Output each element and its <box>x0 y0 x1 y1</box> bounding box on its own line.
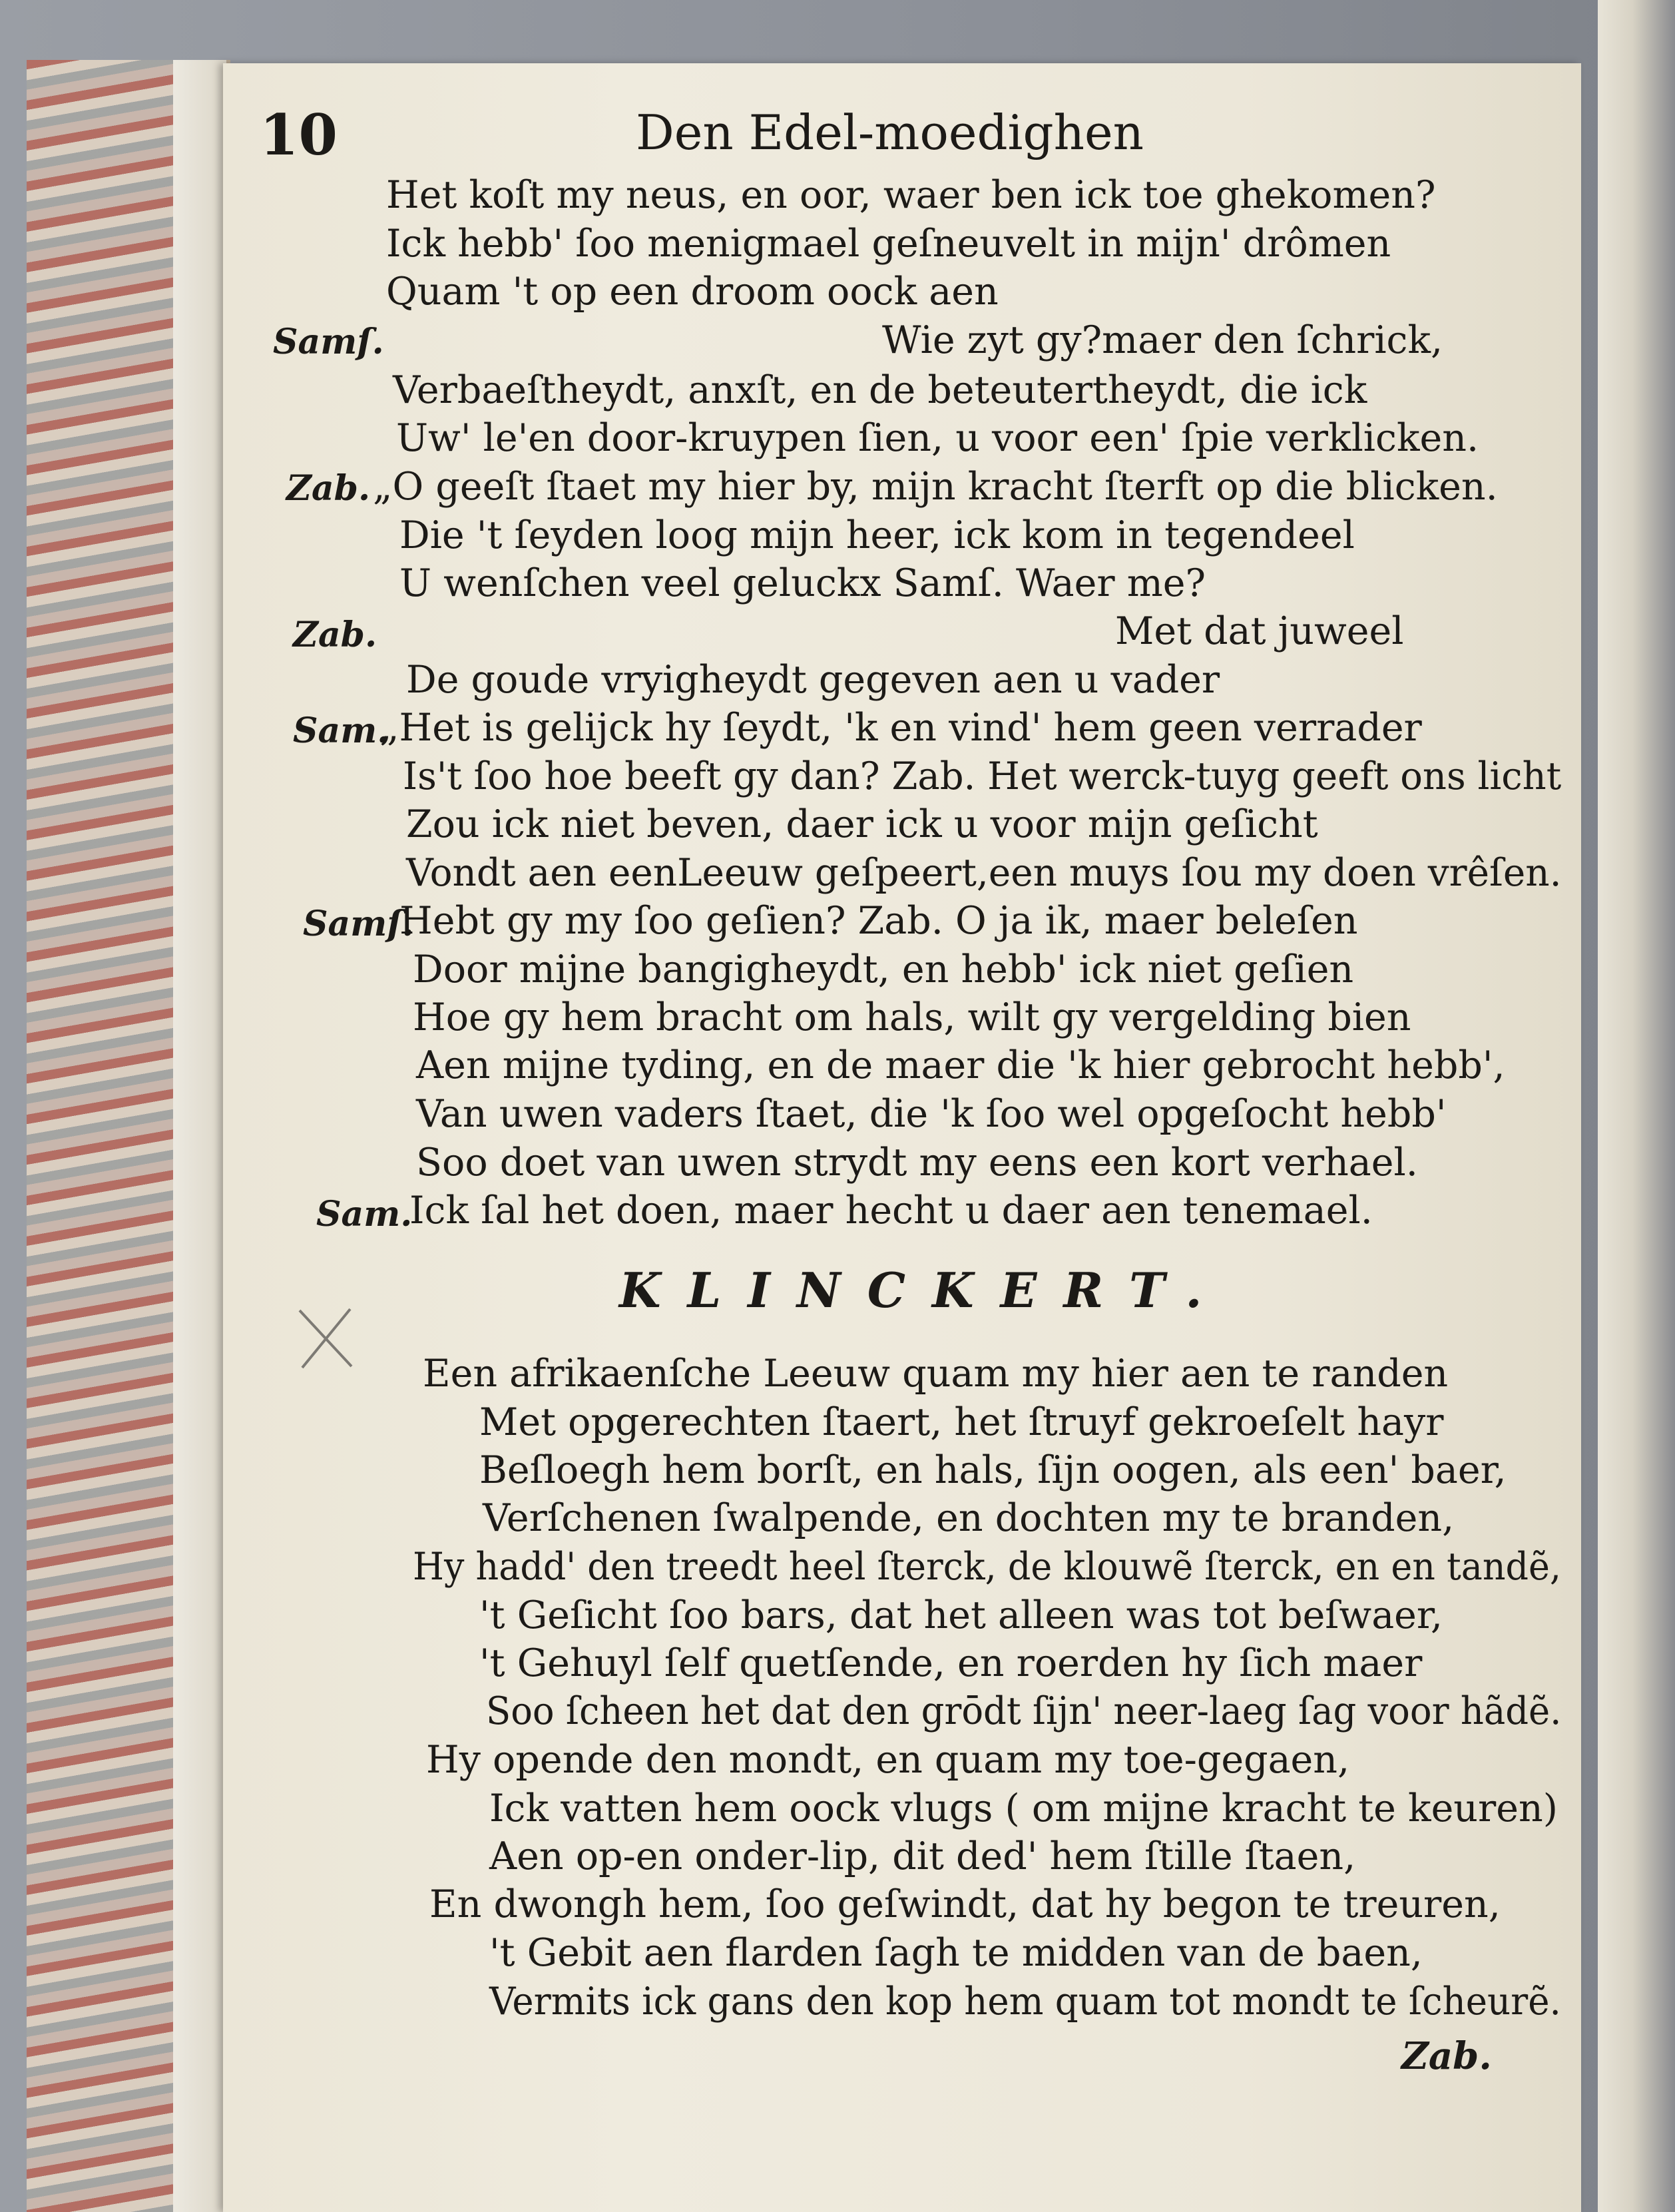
sonnet-line: Met opgerechten ſtaert, het ſtruyf gekroeſelt hayr <box>479 1400 1444 1444</box>
verse-line: „Het is gelijck hy ſeydt, 'k en vind' hem geen verrader <box>379 706 1422 750</box>
sonnet-line: Soo ſcheen het dat den grōdt ſijn' neer-laeg ſag voor hãdẽ. <box>486 1689 1562 1733</box>
verse-line: Wie zyt gy?maer den ſchrick, <box>882 318 1443 362</box>
speaker-label: Sam. <box>293 710 389 751</box>
book-page <box>223 63 1581 2212</box>
verse-line: Ick ſal het doen, maer hecht u daer aen tenemael. <box>409 1189 1373 1233</box>
verse-line: Door mijne bangigheydt, en hebb' ick niet geſien <box>413 948 1354 991</box>
page-number: 10 <box>260 102 338 168</box>
verse-line: Soo doet van uwen strydt my eens een kort verhael. <box>416 1141 1418 1185</box>
verse-line: Verbaeſtheydt, anxſt, en de beteutertheydt, die ick <box>393 368 1367 412</box>
verse-line: Hoe gy hem bracht om hals, wilt gy vergelding bien <box>413 995 1411 1039</box>
sonnet-line: 't Gebit aen flarden ſagh te midden van de baen, <box>489 1931 1423 1975</box>
next-page-edge <box>1598 0 1675 2212</box>
verse-line: U wenſchen veel geluckx Samſ. Waer me? <box>399 561 1206 605</box>
running-head: Den Edel-moedighen <box>636 105 1144 160</box>
sonnet-line: Hy opende den mondt, en quam my toe-gegaen, <box>426 1738 1350 1782</box>
verse-line: Het koſt my neus, en oor, waer ben ick toe ghekomen? <box>386 173 1436 217</box>
sonnet-line: En dwongh hem, ſoo geſwindt, dat hy begon te treuren, <box>429 1882 1501 1926</box>
speaker-label: Zab. <box>293 615 377 655</box>
verse-line: Hebt gy my ſoo geſien? Zab. O ja ik, maer beleſen <box>399 899 1358 943</box>
verse-line: Uw' le'en door-kruypen ſien, u voor een' ſpie verklicken. <box>396 416 1479 460</box>
sonnet-line: Ick vatten hem oock vlugs ( om mijne kracht te keuren) <box>489 1787 1558 1830</box>
speaker-label: Zab. <box>286 468 371 509</box>
sonnet-title: KLINCKERT. <box>619 1262 1229 1318</box>
sonnet-line: Vermits ick gans den kop hem quam tot mondt te ſcheurẽ. <box>489 1980 1561 2024</box>
flyleaf-edge <box>173 60 226 2212</box>
verse-line: Van uwen vaders ſtaet, die 'k ſoo wel opgeſocht hebb' <box>416 1092 1447 1136</box>
sonnet-line: Een afrikaenſche Leeuw quam my hier aen te randen <box>423 1352 1449 1396</box>
sonnet-line: Beſloegh hem borſt, en hals, ſijn oogen, als een' baer, <box>479 1448 1507 1492</box>
speaker-label: Samſ. <box>273 322 384 362</box>
pencil-x-mark <box>293 1305 359 1372</box>
verse-line: „O geeſt ſtaet my hier by, mijn kracht ſterft op die blicken. <box>373 465 1498 509</box>
sonnet-line: Aen op-en onder-lip, dit ded' hem ſtille ſtaen, <box>489 1834 1356 1878</box>
verse-line: Zou ick niet beven, daer ick u voor mijn geſicht <box>406 802 1318 846</box>
sonnet-line: 't Gehuyl ſelf quetſende, en roerden hy ſich maer <box>479 1641 1423 1685</box>
sonnet-line: 't Geſicht ſoo bars, dat het alleen was tot beſwaer, <box>479 1593 1443 1637</box>
sonnet-line: Hy hadd' den treedt heel ſterck, de klouwẽ ſterck, en en tandẽ, <box>413 1545 1562 1589</box>
verse-line: Die 't ſeyden loog mijn heer, ick kom in tegendeel <box>399 513 1355 557</box>
catchword: Zab. <box>1401 2034 1492 2078</box>
verse-line: Is't ſoo hoe beeft gy dan? Zab. Het werck-tuyg geeft ons licht <box>403 754 1562 798</box>
verse-line: Aen mijne tyding, en de maer die 'k hier gebrocht hebb', <box>416 1043 1505 1087</box>
verse-line: Ick hebb' ſoo menigmael geſneuvelt in mijn' drômen <box>386 222 1391 266</box>
speaker-label: Sam. <box>316 1194 413 1235</box>
verse-line: Quam 't op een droom oock aen <box>386 270 999 314</box>
verse-line: Vondt aen eenLeeuw geſpeert,een muys ſou my doen vrêſen. <box>406 851 1562 895</box>
verse-line: Met dat juweel <box>1115 609 1404 653</box>
verse-line: De goude vryigheydt gegeven aen u vader <box>406 658 1220 702</box>
speaker-label: Samſ. <box>303 904 414 944</box>
sonnet-line: Verſchenen ſwalpende, en dochten my te branden, <box>483 1496 1455 1540</box>
